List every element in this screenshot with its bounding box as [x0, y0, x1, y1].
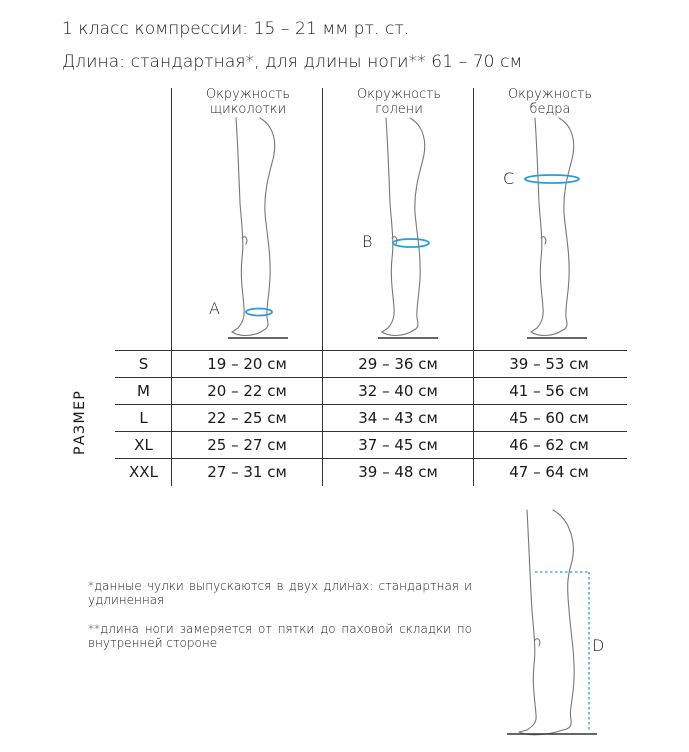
marker-c: C — [503, 169, 515, 188]
table-cell: 45 – 60 см — [509, 409, 589, 427]
leg-calf-illustration — [378, 118, 438, 343]
table-cell: 27 – 31 см — [207, 463, 287, 481]
table-cell: 47 – 64 см — [509, 463, 589, 481]
column-heading-thigh: Окружность бедра — [507, 87, 593, 117]
table-cell: 19 – 20 см — [207, 355, 287, 373]
table-cell: 25 – 27 см — [207, 436, 287, 454]
leg-length-illustration — [505, 510, 600, 740]
row-divider — [115, 377, 627, 378]
column-heading-ankle: Окружность щиколотки — [205, 87, 291, 117]
table-cell: 34 – 43 см — [358, 409, 438, 427]
table-cell: 20 – 22 см — [207, 382, 287, 400]
table-cell: 41 – 56 см — [509, 382, 589, 400]
marker-a: A — [209, 299, 220, 318]
table-cell: 39 – 48 см — [358, 463, 438, 481]
calf-measure-ring — [393, 239, 429, 247]
footnote-lengths: *данные чулки выпускаются в двух длинах: стандартная и удлиненная — [88, 579, 472, 607]
size-axis-label: РАЗМЕР — [72, 389, 88, 455]
ankle-measure-ring — [246, 309, 272, 316]
size-label: XXL — [129, 463, 158, 481]
row-divider — [115, 431, 627, 432]
length-text: Длина: стандартная*, для длины ноги** 61 – 70 см — [62, 52, 523, 72]
table-cell: 39 – 53 см — [509, 355, 589, 373]
thigh-measure-ring — [525, 175, 579, 183]
size-label: M — [137, 382, 150, 400]
size-label: S — [138, 355, 149, 373]
marker-d: D — [592, 636, 605, 655]
column-heading-calf: Окружность голени — [356, 87, 442, 117]
leg-ankle-illustration — [228, 118, 288, 343]
marker-b: B — [362, 232, 373, 251]
size-label: XL — [134, 436, 153, 454]
size-label: L — [139, 409, 148, 427]
row-divider — [115, 404, 627, 405]
table-cell: 29 – 36 см — [358, 355, 438, 373]
row-divider — [115, 350, 627, 351]
compression-class-text: 1 класс компрессии: 15 – 21 мм рт. ст. — [62, 19, 410, 39]
table-cell: 22 – 25 см — [207, 409, 287, 427]
row-divider — [115, 458, 627, 459]
table-cell: 37 – 45 см — [358, 436, 438, 454]
table-cell: 46 – 62 см — [509, 436, 589, 454]
footnote-leg-length: **длина ноги замеряется от пятки до паховой складки по внутренней стороне — [88, 622, 472, 650]
leg-thigh-illustration — [527, 118, 587, 343]
table-cell: 32 – 40 см — [358, 382, 438, 400]
